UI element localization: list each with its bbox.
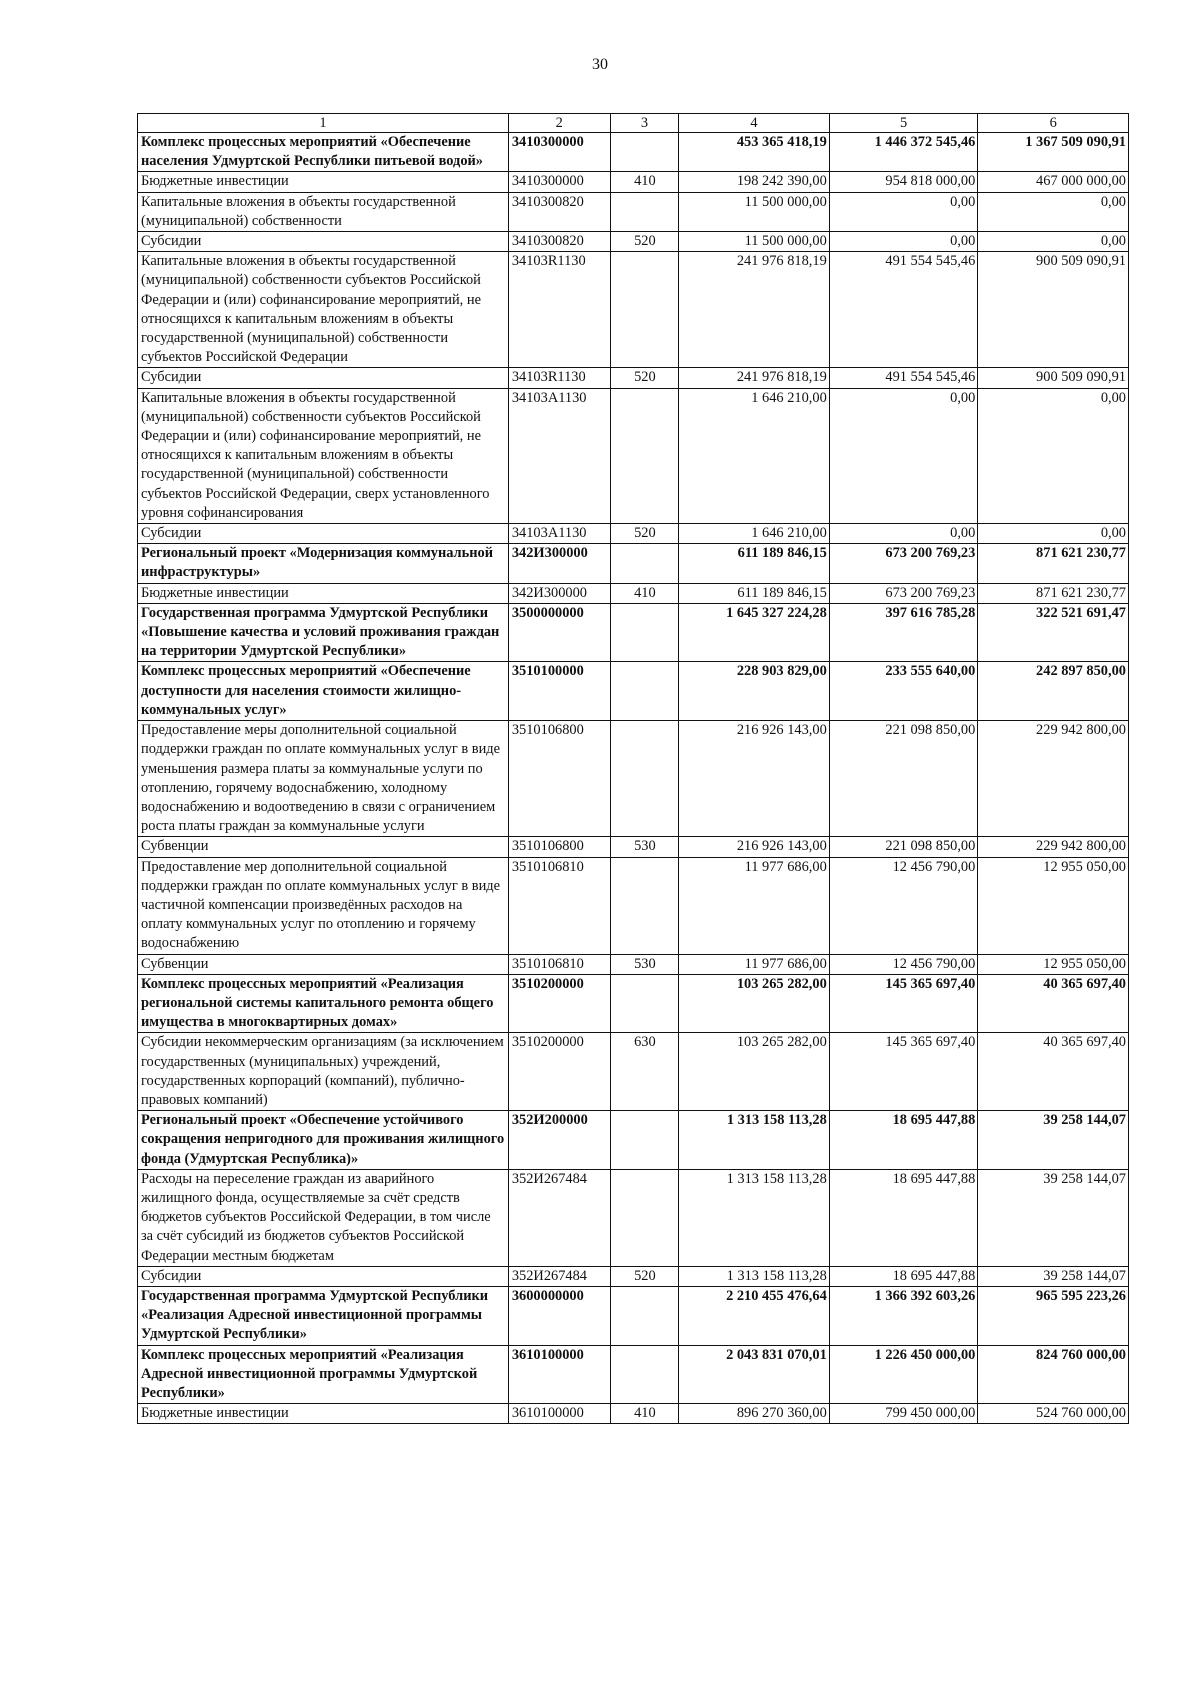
row-amount-col5-cell: 1 446 372 545,46	[829, 133, 978, 172]
table-row	[138, 837, 1129, 857]
row-name-cell: Бюджетные инвестиции	[138, 172, 509, 192]
row-name-cell: Субсидии	[138, 1266, 509, 1286]
row-code-cell: 3510100000	[508, 662, 610, 721]
row-expense-type-cell	[610, 662, 679, 721]
row-amount-col6-cell: 12 955 050,00	[978, 857, 1129, 954]
table-row	[138, 583, 1129, 603]
row-name-cell: Государственная программа Удмуртской Республики «Реализация Адресной инвестиционной программы Удмуртской Республики»	[138, 1286, 509, 1345]
table-row	[138, 857, 1129, 954]
row-code-cell: 34103R1130	[508, 368, 610, 388]
row-amount-col5-cell: 799 450 000,00	[829, 1404, 978, 1424]
row-code-cell: 3410300000	[508, 133, 610, 172]
row-amount-col6-cell: 40 365 697,40	[978, 974, 1129, 1033]
row-amount-col5-cell: 221 098 850,00	[829, 837, 978, 857]
row-amount-col5-cell: 673 200 769,23	[829, 583, 978, 603]
row-amount-col6-cell: 229 942 800,00	[978, 837, 1129, 857]
row-amount-col5-cell: 0,00	[829, 388, 978, 523]
row-amount-col5-cell: 491 554 545,46	[829, 368, 978, 388]
row-amount-col4-cell: 1 313 158 113,28	[679, 1111, 830, 1170]
row-code-cell: 3510200000	[508, 1033, 610, 1111]
row-amount-col6-cell: 824 760 000,00	[978, 1345, 1129, 1404]
table-row	[138, 974, 1129, 1033]
row-amount-col6-cell: 39 258 144,07	[978, 1111, 1129, 1170]
row-amount-col6-cell: 0,00	[978, 232, 1129, 252]
row-expense-type-cell	[610, 252, 679, 368]
row-expense-type-cell	[610, 974, 679, 1033]
row-amount-col6-cell: 322 521 691,47	[978, 603, 1129, 662]
row-amount-col5-cell: 18 695 447,88	[829, 1169, 978, 1266]
table-row	[138, 1169, 1129, 1266]
row-amount-col6-cell: 965 595 223,26	[978, 1286, 1129, 1345]
table-row	[138, 524, 1129, 544]
row-code-cell: 34103A1130	[508, 388, 610, 523]
row-code-cell: 3610100000	[508, 1345, 610, 1404]
row-name-cell: Капитальные вложения в объекты государственной (муниципальной) собственности субъектов Российской Федерации и (или) софинансирование мероприятий, не относящихся к капитальным вложениям в объекты государственной (муниципальной) собственности субъектов Российской Федерации, сверх установленного уровня софинансирования	[138, 388, 509, 523]
table-row	[138, 133, 1129, 172]
row-name-cell: Бюджетные инвестиции	[138, 583, 509, 603]
row-amount-col4-cell: 611 189 846,15	[679, 544, 830, 583]
row-amount-col4-cell: 1 313 158 113,28	[679, 1266, 830, 1286]
row-name-cell: Капитальные вложения в объекты государственной (муниципальной) собственности субъектов Российской Федерации и (или) софинансирование мероприятий, не относящихся к капитальным вложениям в объекты государственной (муниципальной) собственности субъектов Российской Федерации	[138, 252, 509, 368]
row-amount-col4-cell: 216 926 143,00	[679, 721, 830, 837]
row-amount-col5-cell: 491 554 545,46	[829, 252, 978, 368]
row-amount-col6-cell: 871 621 230,77	[978, 583, 1129, 603]
row-amount-col4-cell: 198 242 390,00	[679, 172, 830, 192]
row-amount-col6-cell: 467 000 000,00	[978, 172, 1129, 192]
row-amount-col6-cell: 1 367 509 090,91	[978, 133, 1129, 172]
row-expense-type-cell	[610, 133, 679, 172]
row-name-cell: Государственная программа Удмуртской Республики «Повышение качества и условий проживания граждан на территории Удмуртской Республики»	[138, 603, 509, 662]
row-name-cell: Субвенции	[138, 954, 509, 974]
row-name-cell: Региональный проект «Обеспечение устойчивого сокращения непригодного для проживания жилищного фонда (Удмуртская Республика)»	[138, 1111, 509, 1170]
row-name-cell: Комплекс процессных мероприятий «Реализация Адресной инвестиционной программы Удмуртской Республики»	[138, 1345, 509, 1404]
row-code-cell: 3600000000	[508, 1286, 610, 1345]
row-code-cell: 3510106800	[508, 721, 610, 837]
row-amount-col5-cell: 397 616 785,28	[829, 603, 978, 662]
row-amount-col6-cell: 242 897 850,00	[978, 662, 1129, 721]
row-expense-type-cell: 410	[610, 1404, 679, 1424]
row-amount-col6-cell: 0,00	[978, 192, 1129, 231]
table-body	[138, 133, 1129, 1424]
row-amount-col4-cell: 2 210 455 476,64	[679, 1286, 830, 1345]
budget-table	[137, 113, 1129, 1424]
row-name-cell: Бюджетные инвестиции	[138, 1404, 509, 1424]
table-header-row	[138, 114, 1129, 133]
row-code-cell: 3510106800	[508, 837, 610, 857]
row-amount-col5-cell: 221 098 850,00	[829, 721, 978, 837]
row-amount-col4-cell: 241 976 818,19	[679, 368, 830, 388]
row-code-cell: 342И300000	[508, 544, 610, 583]
row-amount-col5-cell: 18 695 447,88	[829, 1266, 978, 1286]
row-amount-col5-cell: 145 365 697,40	[829, 974, 978, 1033]
row-code-cell: 3610100000	[508, 1404, 610, 1424]
row-amount-col6-cell: 229 942 800,00	[978, 721, 1129, 837]
table-row	[138, 1111, 1129, 1170]
row-amount-col6-cell: 0,00	[978, 524, 1129, 544]
row-amount-col5-cell: 12 456 790,00	[829, 857, 978, 954]
row-amount-col5-cell: 0,00	[829, 232, 978, 252]
row-name-cell: Предоставление меры дополнительной социальной поддержки граждан по оплате коммунальных услуг в виде уменьшения размера платы за коммунальные услуги по отоплению, горячему водоснабжению, холодному водоснабжению и водоотведению в связи с ограничением роста платы граждан за коммунальные услуги	[138, 721, 509, 837]
row-amount-col4-cell: 1 646 210,00	[679, 388, 830, 523]
row-amount-col4-cell: 453 365 418,19	[679, 133, 830, 172]
row-name-cell: Комплекс процессных мероприятий «Обеспечение доступности для населения стоимости жилищно-коммунальных услуг»	[138, 662, 509, 721]
row-amount-col4-cell: 11 500 000,00	[679, 232, 830, 252]
row-amount-col6-cell: 12 955 050,00	[978, 954, 1129, 974]
row-expense-type-cell	[610, 388, 679, 523]
row-amount-col4-cell: 1 645 327 224,28	[679, 603, 830, 662]
row-expense-type-cell	[610, 544, 679, 583]
row-code-cell: 3500000000	[508, 603, 610, 662]
row-expense-type-cell: 530	[610, 837, 679, 857]
row-amount-col6-cell: 40 365 697,40	[978, 1033, 1129, 1111]
row-expense-type-cell: 520	[610, 1266, 679, 1286]
table-row	[138, 192, 1129, 231]
row-amount-col4-cell: 11 977 686,00	[679, 857, 830, 954]
row-amount-col5-cell: 233 555 640,00	[829, 662, 978, 721]
row-amount-col5-cell: 673 200 769,23	[829, 544, 978, 583]
row-name-cell: Субсидии	[138, 232, 509, 252]
row-amount-col4-cell: 11 977 686,00	[679, 954, 830, 974]
row-amount-col4-cell: 1 313 158 113,28	[679, 1169, 830, 1266]
row-amount-col4-cell: 228 903 829,00	[679, 662, 830, 721]
row-expense-type-cell	[610, 721, 679, 837]
row-expense-type-cell: 530	[610, 954, 679, 974]
row-amount-col4-cell: 103 265 282,00	[679, 974, 830, 1033]
table-row	[138, 172, 1129, 192]
row-amount-col4-cell: 611 189 846,15	[679, 583, 830, 603]
row-amount-col6-cell: 0,00	[978, 388, 1129, 523]
row-code-cell: 3410300820	[508, 232, 610, 252]
row-expense-type-cell: 410	[610, 583, 679, 603]
row-expense-type-cell	[610, 1345, 679, 1404]
table-row	[138, 1266, 1129, 1286]
row-amount-col5-cell: 0,00	[829, 192, 978, 231]
table-row	[138, 368, 1129, 388]
row-name-cell: Комплекс процессных мероприятий «Реализация региональной системы капитального ремонта общего имущества в многоквартирных домах»	[138, 974, 509, 1033]
row-amount-col6-cell: 900 509 090,91	[978, 368, 1129, 388]
row-code-cell: 3510106810	[508, 857, 610, 954]
table-row	[138, 1345, 1129, 1404]
row-expense-type-cell	[610, 603, 679, 662]
table-row	[138, 232, 1129, 252]
row-amount-col4-cell: 11 500 000,00	[679, 192, 830, 231]
row-amount-col6-cell: 871 621 230,77	[978, 544, 1129, 583]
row-amount-col5-cell: 0,00	[829, 524, 978, 544]
row-amount-col5-cell: 954 818 000,00	[829, 172, 978, 192]
row-code-cell: 3510200000	[508, 974, 610, 1033]
row-name-cell: Субсидии	[138, 524, 509, 544]
row-expense-type-cell	[610, 192, 679, 231]
row-amount-col6-cell: 39 258 144,07	[978, 1266, 1129, 1286]
row-code-cell: 342И300000	[508, 583, 610, 603]
row-expense-type-cell	[610, 1169, 679, 1266]
row-expense-type-cell: 630	[610, 1033, 679, 1111]
table-row	[138, 603, 1129, 662]
table-row	[138, 721, 1129, 837]
column-header: 4	[679, 114, 830, 133]
row-expense-type-cell	[610, 857, 679, 954]
row-code-cell: 352И267484	[508, 1266, 610, 1286]
row-code-cell: 3510106810	[508, 954, 610, 974]
row-name-cell: Расходы на переселение граждан из аварийного жилищного фонда, осуществляемые за счёт средств бюджетов субъектов Российской Федерации, в том числе за счёт субсидий из бюджетов субъектов Российской Федерации местным бюджетам	[138, 1169, 509, 1266]
column-header: 3	[610, 114, 679, 133]
row-amount-col4-cell: 103 265 282,00	[679, 1033, 830, 1111]
column-header: 5	[829, 114, 978, 133]
row-code-cell: 34103R1130	[508, 252, 610, 368]
table-row	[138, 1404, 1129, 1424]
column-header: 1	[138, 114, 509, 133]
row-name-cell: Региональный проект «Модернизация коммунальной инфраструктуры»	[138, 544, 509, 583]
row-name-cell: Субвенции	[138, 837, 509, 857]
row-amount-col6-cell: 900 509 090,91	[978, 252, 1129, 368]
row-amount-col4-cell: 216 926 143,00	[679, 837, 830, 857]
row-amount-col4-cell: 2 043 831 070,01	[679, 1345, 830, 1404]
row-name-cell: Субсидии	[138, 368, 509, 388]
row-amount-col6-cell: 524 760 000,00	[978, 1404, 1129, 1424]
table-row	[138, 1286, 1129, 1345]
row-expense-type-cell: 520	[610, 368, 679, 388]
table-row	[138, 662, 1129, 721]
table-row	[138, 954, 1129, 974]
row-name-cell: Комплекс процессных мероприятий «Обеспечение населения Удмуртской Республики питьевой водой»	[138, 133, 509, 172]
row-amount-col4-cell: 1 646 210,00	[679, 524, 830, 544]
table-row	[138, 1033, 1129, 1111]
column-header: 2	[508, 114, 610, 133]
row-amount-col5-cell: 145 365 697,40	[829, 1033, 978, 1111]
table-row	[138, 252, 1129, 368]
row-expense-type-cell: 410	[610, 172, 679, 192]
row-name-cell: Предоставление мер дополнительной социальной поддержки граждан по оплате коммунальных услуг в виде частичной компенсации произведённых расходов на оплату коммунальных услуг по отоплению и горячему водоснабжению	[138, 857, 509, 954]
row-name-cell: Капитальные вложения в объекты государственной (муниципальной) собственности	[138, 192, 509, 231]
row-code-cell: 352И267484	[508, 1169, 610, 1266]
row-expense-type-cell: 520	[610, 232, 679, 252]
row-expense-type-cell: 520	[610, 524, 679, 544]
row-code-cell: 34103A1130	[508, 524, 610, 544]
row-amount-col4-cell: 241 976 818,19	[679, 252, 830, 368]
table-row	[138, 544, 1129, 583]
row-expense-type-cell	[610, 1286, 679, 1345]
row-amount-col5-cell: 12 456 790,00	[829, 954, 978, 974]
table-row	[138, 388, 1129, 523]
row-name-cell: Субсидии некоммерческим организациям (за исключением государственных (муниципальных) учреждений, государственных корпораций (компаний), публично-правовых компаний)	[138, 1033, 509, 1111]
page-number: 30	[592, 56, 608, 73]
row-amount-col6-cell: 39 258 144,07	[978, 1169, 1129, 1266]
row-amount-col5-cell: 18 695 447,88	[829, 1111, 978, 1170]
row-amount-col4-cell: 896 270 360,00	[679, 1404, 830, 1424]
row-code-cell: 3410300000	[508, 172, 610, 192]
column-header: 6	[978, 114, 1129, 133]
row-expense-type-cell	[610, 1111, 679, 1170]
row-amount-col5-cell: 1 366 392 603,26	[829, 1286, 978, 1345]
row-code-cell: 352И200000	[508, 1111, 610, 1170]
row-code-cell: 3410300820	[508, 192, 610, 231]
row-amount-col5-cell: 1 226 450 000,00	[829, 1345, 978, 1404]
